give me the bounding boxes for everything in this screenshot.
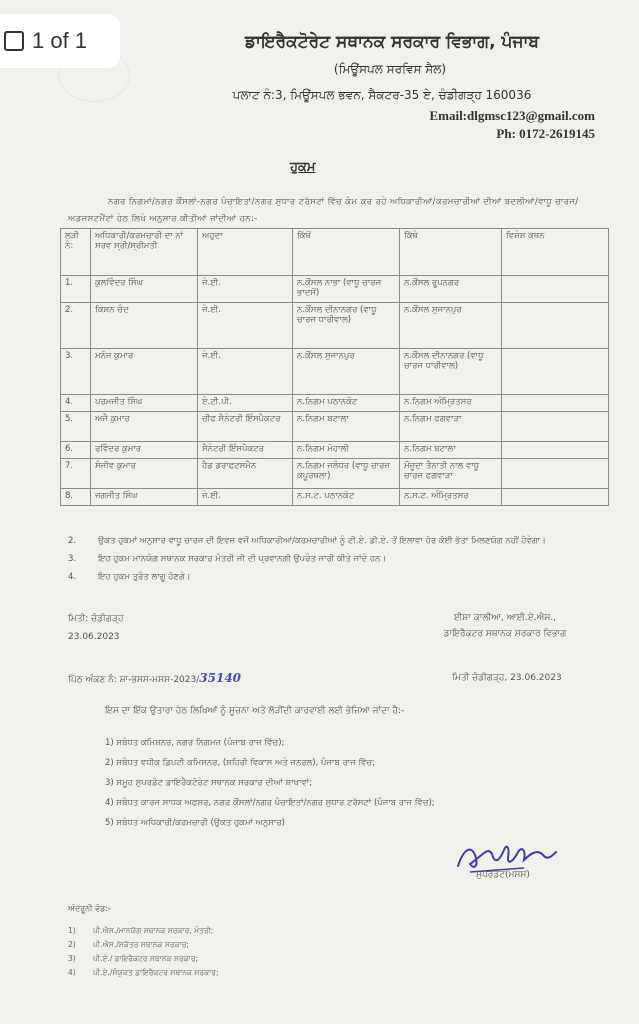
note-item bbox=[68, 553, 598, 566]
table-row bbox=[61, 395, 609, 412]
table-cell: ਨ.ਨਿਗਮ ਅੰਮ੍ਰਿਤਸਰ bbox=[400, 395, 502, 412]
table-cell: ਨ.ਨਿਗਮ ਜਲੰਧਰ (ਵਾਧੂ ਚਾਰਜ ਕਪੂਰਥਲਾ) bbox=[293, 459, 400, 489]
table-cell: ਜੇ.ਈ. bbox=[198, 276, 293, 303]
table-cell: ਨ.ਕੌਂਸਲ ਸੁਜਾਨਪੁਰ bbox=[293, 349, 400, 395]
table-cell bbox=[502, 442, 609, 459]
table-cell: ਮਨੋਜ ਕੁਮਾਰ bbox=[91, 349, 198, 395]
signatory-block bbox=[405, 610, 605, 642]
table-cell: ਨ.ਨਿਗਮ ਪਠਾਨਕੋਟ bbox=[293, 395, 400, 412]
order-intro: ਨਗਰ ਨਿਗਮਾਂ/ਨਗਰ ਕੌਂਸਲਾਂ-ਨਗਰ ਪੰਚਾਇਤਾਂ/ਨਗਰ ਸੁਧਾਰ ਟਰੱਸਟਾਂ ਵਿੱਚ ਕੰਮ ਕਰ ਰਹੇ ਅਧਿਕਾਰੀਆਂ/ਕਰਮਚਾਰੀਆਂ ਦੀਆਂ ਬਦਲੀਆਂ/ਵਾਧੂ ਚਾਰਜ/ਅਡਜਸਟਮੈਂਟਾਂ ਹੇਠ ਲਿਖੇ ਅਨੁਸਾਰ ਕੀਤੀਆਂ ਜਾਂਦੀਆਂ ਹਨ:- bbox=[68, 197, 579, 224]
list-item: 5) ਸਬੰਧਤ ਅਧਿਕਾਰੀ/ਕਰਮਚਾਰੀ (ਉਕਤ ਹੁਕਮਾਂ ਅਨੁਸਾਰ) bbox=[105, 818, 285, 828]
table-cell: 5. bbox=[61, 412, 91, 442]
order-notes bbox=[68, 535, 598, 589]
table-header-cell: ਕਿੱਥੋਂ bbox=[293, 229, 400, 276]
list-item: 1) ਸਬੰਧਤ ਕਮਿਸ਼ਨਰ, ਨਗਰ ਨਿਗਮਜ਼ (ਪੰਜਾਬ ਰਾਜ ਵਿੱਚ); bbox=[105, 738, 285, 748]
table-cell: ਅਜੈ ਕੁਮਾਰ bbox=[91, 412, 198, 442]
table-header-row bbox=[61, 229, 609, 276]
table-header-cell: ਅਹੁਦਾ bbox=[198, 229, 293, 276]
checkbox-icon bbox=[4, 31, 24, 51]
table-row bbox=[61, 459, 609, 489]
note-item bbox=[68, 571, 598, 584]
table-cell bbox=[502, 303, 609, 349]
table-cell bbox=[502, 412, 609, 442]
endorsement-title: ਅੰਦਰੂਨੀ ਵੰਡ:- bbox=[68, 904, 111, 913]
table-cell: ਨ.ਨਿਗਮ ਬਟਾਲਾ bbox=[400, 442, 502, 459]
signatory-designation: ਡਾਇਰੈਕਟਰ ਸਥਾਨਕ ਸਰਕਾਰ ਵਿਭਾਗ bbox=[443, 629, 567, 639]
table-cell bbox=[502, 395, 609, 412]
table-cell: ਏ.ਟੀ.ਪੀ. bbox=[198, 395, 293, 412]
table-cell: ਸੰਜੀਵ ਕੁਮਾਰ bbox=[91, 459, 198, 489]
endorsement-number: 1) bbox=[68, 926, 76, 935]
list-item: 4) ਸਬੰਧਤ ਕਾਰਜ ਸਾਧਕ ਅਫਸਰ, ਨਗਰ ਕੌਂਸਲਾਂ/ਨਗਰ ਪੰਚਾਇਤਾਂ/ਨਗਰ ਸੁਧਾਰ ਟਰੱਸਟਾਂ (ਪੰਜਾਬ ਰਾਜ ਵਿੱਚ); bbox=[105, 798, 435, 808]
endorsement-list bbox=[68, 926, 398, 982]
recipient-list bbox=[105, 738, 605, 838]
table-cell: ਜੇ.ਈ. bbox=[198, 349, 293, 395]
table-cell: ਨ.ਕੌਂਸਲ ਨਾਭਾ (ਵਾਧੂ ਚਾਰਜ ਭਾਦਸੋਂ) bbox=[293, 276, 400, 303]
table-cell: ਨ.ਕੌਂਸਲ ਦੀਨਾਨਗਰ (ਵਾਧੂ ਚਾਰਜ ਧਾਰੀਵਾਲ) bbox=[293, 303, 400, 349]
department-subtitle: (ਮਿਊਂਸਪਲ ਸਰਵਿਸ ਸੈਲ) bbox=[333, 62, 447, 76]
note-number: 4. bbox=[68, 572, 77, 582]
table-header-cell: ਵਿਸ਼ੇਸ਼ ਕਥਨ bbox=[502, 229, 609, 276]
note-text: ਇਹ ਹੁਕਮ ਮਾਨਯੋਗ ਸਥਾਨਕ ਸਰਕਾਰ ਮੰਤਰੀ ਜੀ ਦੀ ਪ੍ਰਵਾਨਗੀ ਉਪਰੰਤ ਜਾਰੀ ਕੀਤੇ ਜਾਂਦੇ ਹਨ। bbox=[98, 554, 387, 564]
endorsement-number: 3) bbox=[68, 954, 76, 963]
endorsement-number: 2) bbox=[68, 940, 76, 949]
superintendent-designation: ਸੁਪਰਡੰਟ(ਮਸਸ) bbox=[476, 870, 530, 880]
endorsement-text: ਪੀ.ਐਸ./ਮਾਨਯੋਗ ਸਥਾਨਕ ਸਰਕਾਰ, ਮੰਤਰੀ; bbox=[93, 926, 214, 935]
signatory-name: ਈਸ਼ਾ ਕਾਲੀਆ, ਆਈ.ਏ.ਐਸ., bbox=[453, 613, 557, 623]
table-cell: ਰਵਿੰਦਰ ਕੁਮਾਰ bbox=[91, 442, 198, 459]
endorsement-text: ਪੀ.ਏ./ ਡਾਇਰੈਕਟਰ ਸਥਾਨਕ ਸਰਕਾਰ; bbox=[93, 954, 199, 963]
transfer-table bbox=[60, 228, 609, 506]
table-cell: 8. bbox=[61, 489, 91, 506]
memo-date: ਮਿਤੀ ਚੰਡੀਗੜ੍ਹ, 23.06.2023 bbox=[452, 673, 562, 683]
table-cell: 3. bbox=[61, 349, 91, 395]
table-cell: 7. bbox=[61, 459, 91, 489]
table-cell: ਨ.ਕੌਂਸਲ ਸੁਜਾਨਪੁਰ bbox=[400, 303, 502, 349]
page-indicator[interactable] bbox=[0, 14, 120, 68]
department-email: Email:dlgmsc123@gmail.com bbox=[429, 108, 595, 123]
table-cell: ਮੌਜੂਦਾ ਤੈਨਾਤੀ ਨਾਲ ਵਾਧੂ ਚਾਰਜ ਫਗਵਾੜਾ bbox=[400, 459, 502, 489]
memo-prefix: ਪਿੱਠ ਅੰਕਣ ਨੰ: ਸ਼ਾ-ਭਸਸ-ਮਸਸ-2023/ bbox=[68, 675, 200, 685]
list-item bbox=[68, 926, 398, 940]
note-text: ਉਕਤ ਹੁਕਮਾਂ ਅਨੁਸਾਰ ਵਾਧੂ ਚਾਰਜ ਦੀ ਇਵਜ਼ ਵਜੋਂ ਅਧਿਕਾਰੀਆਂ/ਕਰਮਚਾਰੀਆਂ ਨੂੰ ਟੀ.ਏ. ਡੀ.ਏ. ਤੋਂ ਇਲਾਵਾ ਹੋਰ ਕੋਈ ਭੱਤਾ ਮਿਲਣਯੋਗ ਨਹੀਂ ਹੋਵੇਗਾ। bbox=[98, 536, 546, 546]
department-title: ਡਾਇਰੈਕਟੋਰੇਟ ਸਥਾਨਕ ਸਰਕਾਰ ਵਿਭਾਗ, ਪੰਜਾਬ bbox=[244, 32, 540, 52]
endorsement-number: 4) bbox=[68, 968, 76, 977]
table-cell: 6. bbox=[61, 442, 91, 459]
department-address: ਪਲਾਟ ਨੰ:3, ਮਿਊਂਸਪਲ ਭਵਨ, ਸੈਕਟਰ-35 ਏ, ਚੰਡੀਗੜ੍ਹ 160036 bbox=[232, 88, 532, 102]
order-title: ਹੁਕਮ bbox=[290, 160, 316, 175]
endorsement-text: ਪੀ.ਐਸ./ਸਕੱਤਰ ਸਥਾਨਕ ਸਰਕਾਰ; bbox=[93, 940, 189, 949]
list-item bbox=[68, 968, 398, 982]
table-cell: ਨ.ਨਿਗਮ ਬਟਾਲਾ bbox=[293, 412, 400, 442]
list-item: 2) ਸਬੰਧਤ ਵਧੀਕ ਡਿਪਟੀ ਕਮਿਸ਼ਨਰ, (ਸ਼ਹਿਰੀ ਵਿਕਾਸ ਅਤੇ ਜਨਰਲ), ਪੰਜਾਬ ਰਾਜ ਵਿੱਚ; bbox=[105, 758, 376, 768]
table-cell: ਚੀਫ ਸੈਨੇਟਰੀ ਇੰਸਪੈਕਟਰ bbox=[198, 412, 293, 442]
note-number: 2. bbox=[68, 536, 77, 546]
table-row bbox=[61, 442, 609, 459]
table-cell: ਕੁਲਵਿੰਦਰ ਸਿੰਘ bbox=[91, 276, 198, 303]
memo-handwritten-number: 35140 bbox=[199, 671, 242, 685]
table-cell bbox=[502, 349, 609, 395]
table-cell: ਨ.ਸ.ਟ. ਅੰਮ੍ਰਿਤਸਰ bbox=[400, 489, 502, 506]
table-cell: ਜੇ.ਈ. bbox=[198, 303, 293, 349]
issue-date: 23.06.2023 bbox=[68, 632, 120, 642]
table-cell bbox=[502, 459, 609, 489]
table-cell bbox=[502, 489, 609, 506]
note-text: ਇਹ ਹੁਕਮ ਤੁਰੰਤ ਲਾਗੂ ਹੋਣਗੇ। bbox=[98, 572, 191, 582]
table-cell: ਨ.ਨਿਗਮ ਮੋਹਾਲੀ bbox=[293, 442, 400, 459]
table-header-cell: ਲੜੀ ਨੰ: bbox=[61, 229, 91, 276]
list-item bbox=[68, 940, 398, 954]
table-row bbox=[61, 412, 609, 442]
table-row bbox=[61, 303, 609, 349]
copy-intro: ਇਸ ਦਾ ਇੱਕ ਉਤਾਰਾ ਹੇਠ ਲਿਖਿਆਂ ਨੂੰ ਸੂਚਨਾ ਅਤੇ ਲੋੜੀਂਦੀ ਕਾਰਵਾਈ ਲਈ ਭੇਜਿਆ ਜਾਂਦਾ ਹੈ:- bbox=[105, 706, 405, 716]
note-item bbox=[68, 535, 598, 548]
table-cell: 1. bbox=[61, 276, 91, 303]
memo-number bbox=[68, 671, 241, 685]
table-cell: ਨ.ਕੌਂਸਲ ਦੀਨਾਨਗਰ (ਵਾਧੂ ਚਾਰਜ ਧਾਰੀਵਾਲ) bbox=[400, 349, 502, 395]
table-header-cell: ਅਧਿਕਾਰੀ/ਕਰਮਚਾਰੀ ਦਾ ਨਾਂ ਸਰਵ ਸ੍ਰੀ/ਸ੍ਰੀਮਤੀ bbox=[91, 229, 198, 276]
list-item bbox=[68, 954, 398, 968]
table-cell bbox=[502, 276, 609, 303]
note-number: 3. bbox=[68, 554, 77, 564]
table-cell: ਜੇ.ਈ. bbox=[198, 489, 293, 506]
table-cell: ਨ.ਸ.ਟ. ਪਠਾਨਕੋਟ bbox=[293, 489, 400, 506]
table-row bbox=[61, 349, 609, 395]
table-header-cell: ਕਿੱਥੇ bbox=[400, 229, 502, 276]
issue-place: ਮਿਤੀ: ਚੰਡੀਗੜ੍ਹ bbox=[68, 614, 124, 624]
table-cell: ਨ.ਕੌਂਸਲ ਰੂਪਨਗਰ bbox=[400, 276, 502, 303]
table-cell: ਪਰਮਜੀਤ ਸਿੰਘ bbox=[91, 395, 198, 412]
table-cell: ਹੈਡ ਡਰਾਫਟਸਮੈਨ bbox=[198, 459, 293, 489]
table-cell: ਜਗਜੀਤ ਸਿੰਘ bbox=[91, 489, 198, 506]
endorsement-text: ਪੀ.ਏ./ਸੰਯੁਕਤ ਡਾਇਰੈਕਟਰ ਸਥਾਨਕ ਸਰਕਾਰ; bbox=[93, 968, 219, 977]
table-cell: ਸੈਨੇਟਰੀ ਇੰਸਪੈਕਟਰ bbox=[198, 442, 293, 459]
page-indicator-label: 1 of 1 bbox=[32, 28, 88, 53]
table-row bbox=[61, 276, 609, 303]
table-cell: 2. bbox=[61, 303, 91, 349]
table-cell: ਨ.ਨਿਗਮ ਫਗਵਾੜਾ bbox=[400, 412, 502, 442]
list-item: 3) ਸਮੂਹ ਸੁਪਰਡੰਟ ਡਾਇਰੈਕਟੋਰੇਟ ਸਥਾਨਕ ਸਰਕਾਰ ਦੀਆਂ ਸ਼ਾਖਾਵਾਂ; bbox=[105, 778, 313, 788]
department-phone: Ph: 0172-2619145 bbox=[496, 126, 595, 141]
table-cell: ਕਿਸ਼ਨ ਚੰਦ bbox=[91, 303, 198, 349]
table-row bbox=[61, 489, 609, 506]
table-cell: 4. bbox=[61, 395, 91, 412]
